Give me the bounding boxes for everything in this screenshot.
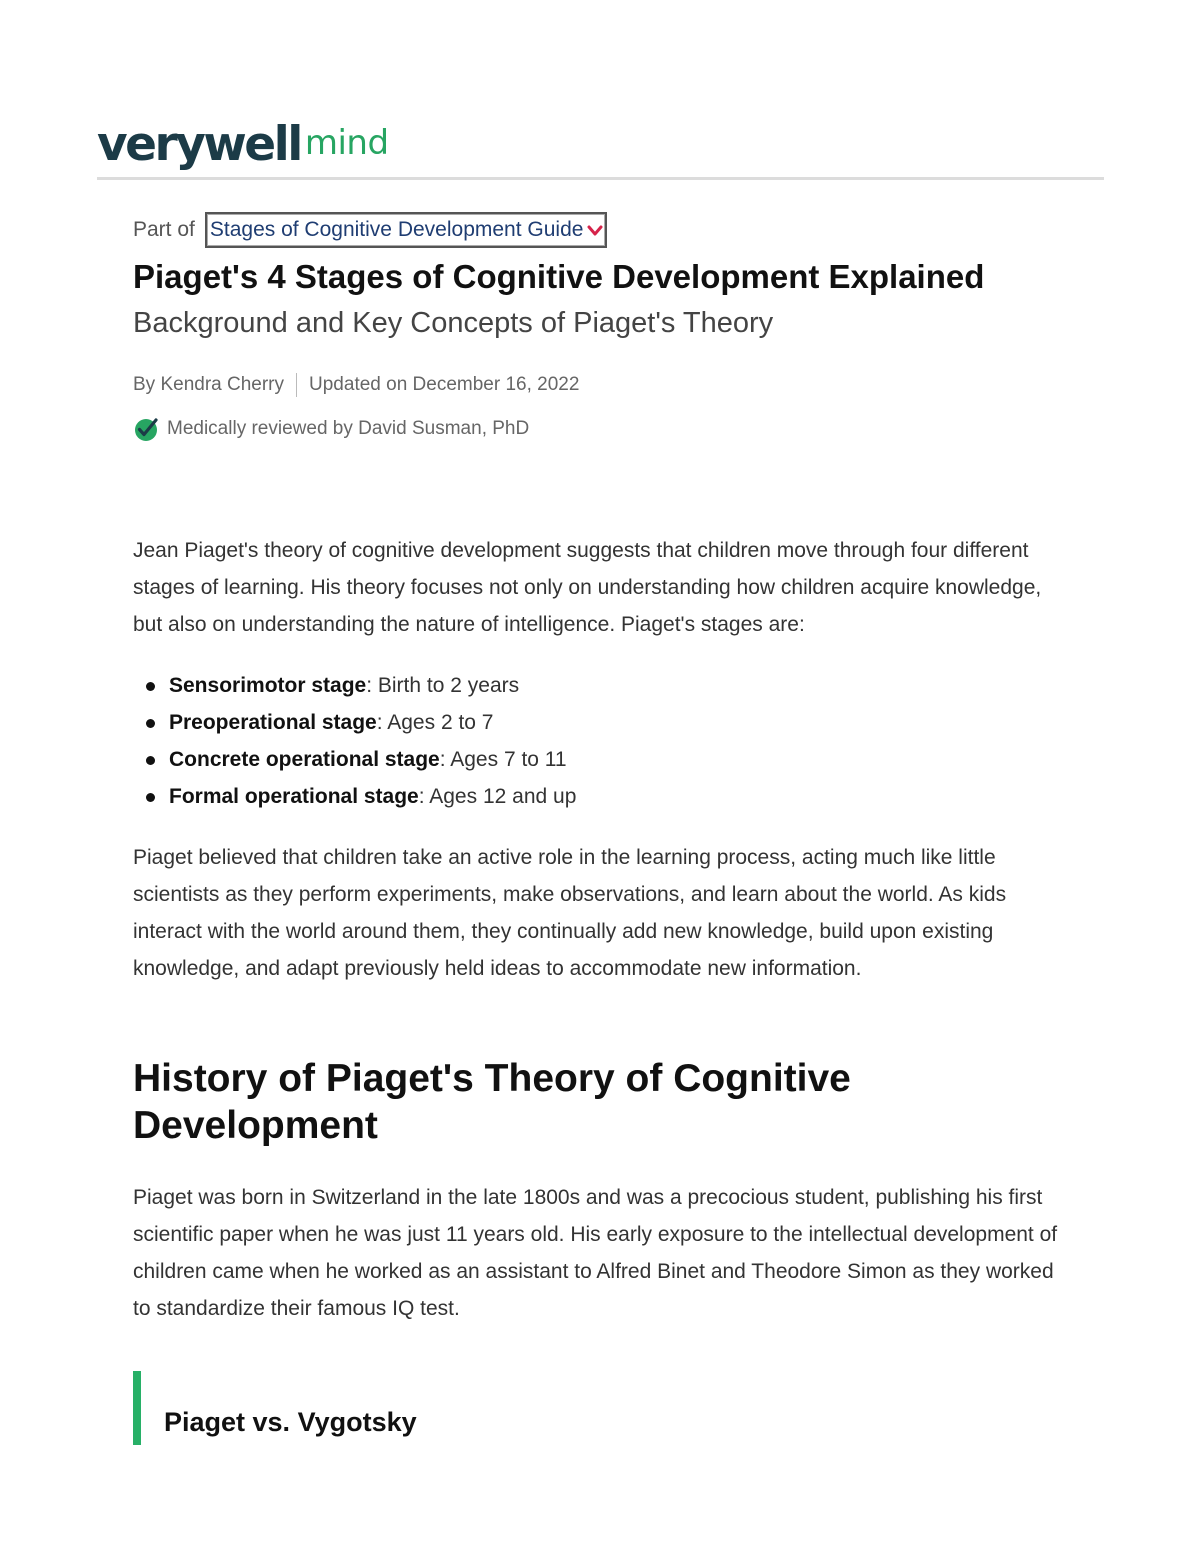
stage-name: Concrete operational stage (169, 748, 440, 771)
byline (133, 372, 1063, 398)
section-heading: History of Piaget's Theory of Cognitive Development (133, 1057, 851, 1147)
intro-paragraph: Jean Piaget's theory of cognitive development suggests that children move through four different stages of learning. His theory focuses not only on understanding how children acquire knowledge, but also on understanding the nature of intelligence. Piaget's stages are: (133, 539, 1042, 636)
guide-label: Part of (133, 218, 195, 241)
stage-range: : Birth to 2 years (366, 674, 520, 697)
list-item (169, 778, 1063, 815)
callout-box (133, 1371, 1063, 1445)
verified-check-icon (133, 416, 159, 442)
body-paragraph: Piaget believed that children take an active role in the learning process, acting much like little scientists as they perform experiments, make observations, and learn about the world. As kids interact with the world around them, they continually add new knowledge, build upon existing knowledge, and adapt previously held ideas to accommodate new information. (133, 846, 1007, 980)
bullet-icon (146, 793, 155, 802)
logo-wordmark-sub: mind (304, 123, 389, 163)
stage-range: : Ages 7 to 11 (439, 748, 567, 771)
guide-selector-row (133, 210, 1063, 250)
bullet-icon (146, 719, 155, 728)
callout-title: Piaget vs. Vygotsky (164, 1407, 417, 1437)
author-link[interactable]: By Kendra Cherry (133, 374, 285, 395)
site-logo[interactable] (97, 104, 389, 172)
chevron-down-icon (587, 222, 603, 238)
stages-list (133, 667, 1063, 815)
history-paragraph: Piaget was born in Switzerland in the late 1800s and was a precocious student, publishing his first scientific paper when he was just 11 years old. His early exposure to the intellectual development of children came when he worked as an assistant to Alfred Binet and Theodore Simon as they worked to standardize their famous IQ test. (133, 1186, 1058, 1320)
article-title: Piaget's 4 Stages of Cognitive Development Explained (133, 258, 985, 295)
header-divider (97, 177, 1104, 180)
article-subtitle: Background and Key Concepts of Piaget's Theory (133, 307, 774, 339)
stage-range: : Ages 2 to 7 (376, 711, 494, 734)
logo-wordmark-main: verywell (97, 117, 301, 172)
stage-range: : Ages 12 and up (418, 785, 577, 808)
guide-dropdown[interactable] (205, 212, 608, 248)
updated-date: Updated on December 16, 2022 (309, 374, 580, 395)
reviewer-link[interactable]: Medically reviewed by David Susman, PhD (167, 418, 530, 439)
stage-name: Preoperational stage (169, 711, 377, 734)
callout-accent-bar (133, 1371, 141, 1445)
article (133, 210, 1063, 1445)
byline-separator (296, 373, 297, 397)
bullet-icon (146, 756, 155, 765)
list-item (169, 704, 1063, 741)
bullet-icon (146, 682, 155, 691)
list-item (169, 667, 1063, 704)
list-item (169, 741, 1063, 778)
stage-name: Formal operational stage (169, 785, 419, 808)
stage-name: Sensorimotor stage (169, 674, 367, 697)
medical-review (133, 416, 1063, 442)
guide-dropdown-value: Stages of Cognitive Development Guide (209, 218, 584, 241)
